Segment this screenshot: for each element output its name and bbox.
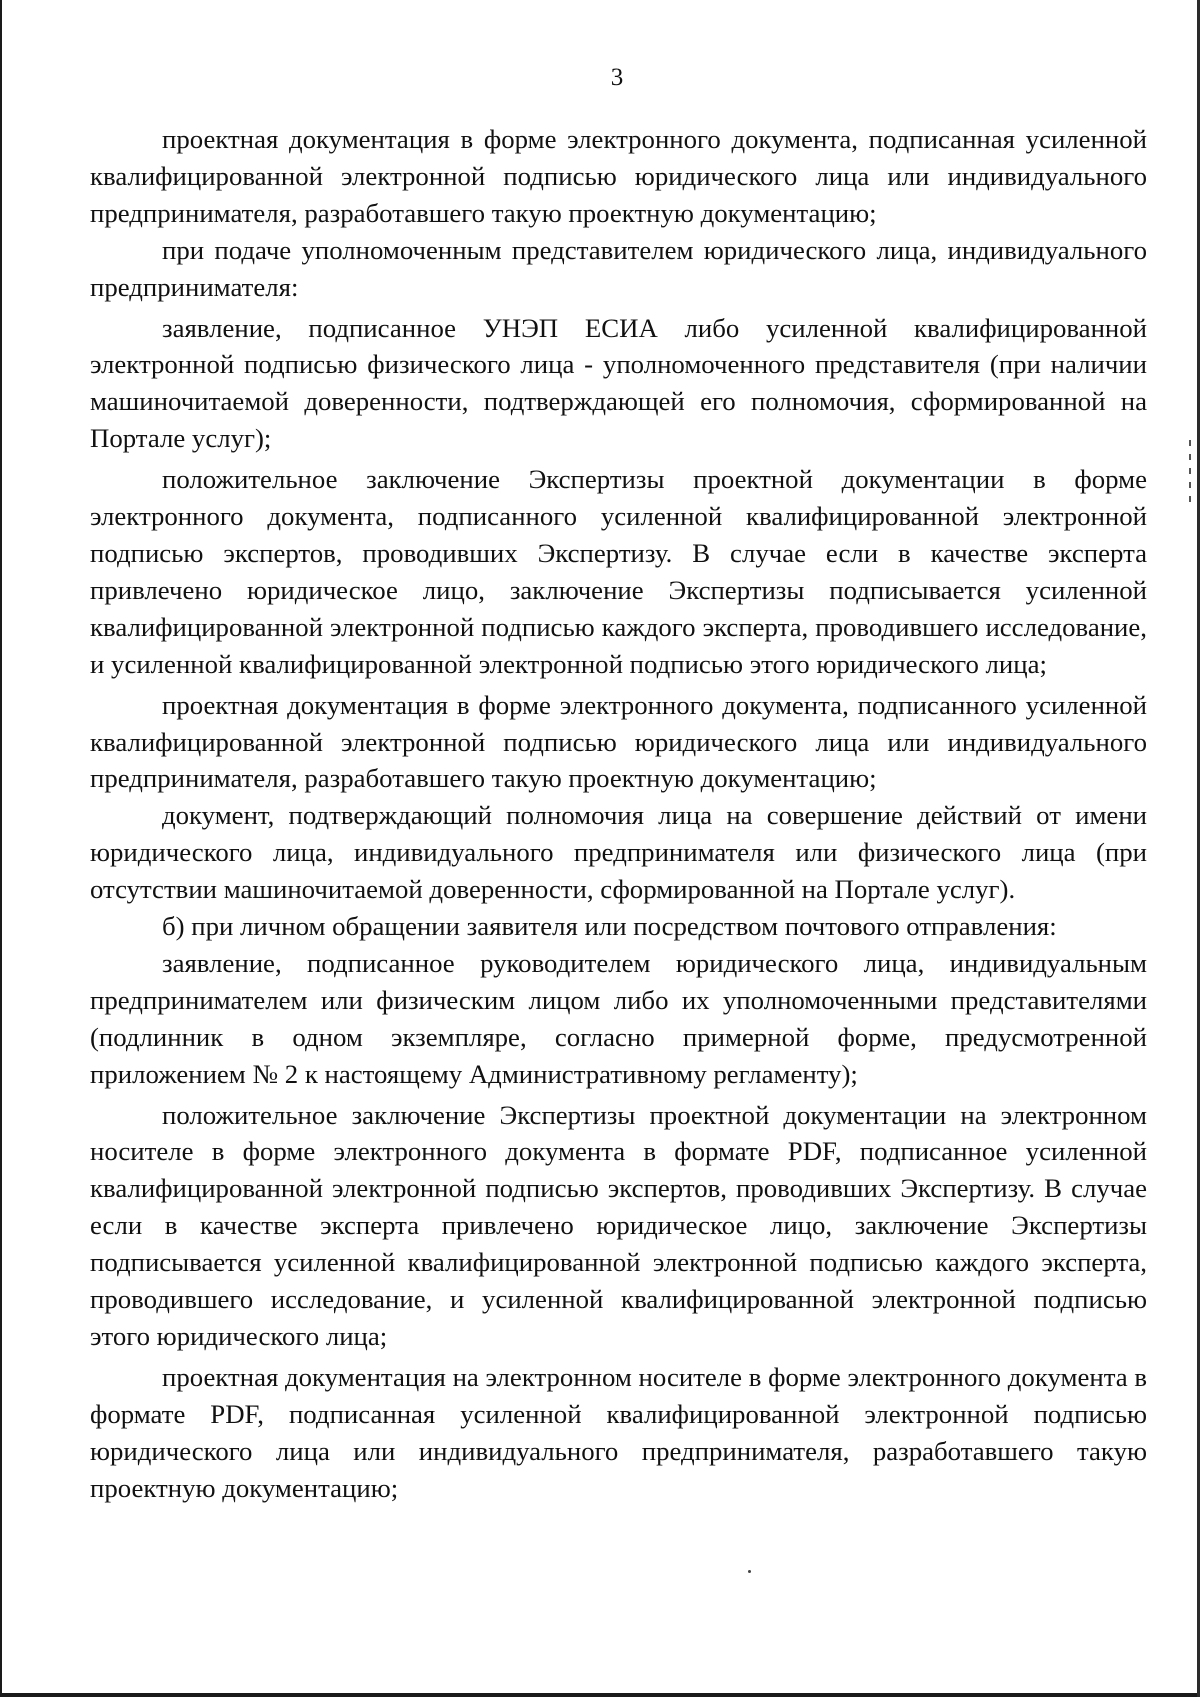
paragraph-authority-document: документ, подтверждающий полномочия лица на совершение действий от имени юридического лица, индивидуального предпринимателя или физического лица (при отсутствии машиночитаемой доверенности, сформированной на Портале услуг). bbox=[90, 800, 1147, 905]
paragraph-expert-conclusion: положительное заключение Экспертизы проектной документации в форме электронного документа, подписанного усиленной квалифицированной электронной подписью экспертов, проводивших Экспертизу. В случае если в качестве эксперта привлечено юридическое лицо, заключение Экспертизы подписывается усиленной квалифицированной электронной подписью каждого эксперта, проводившего исследование, и усиленной квалифицированной электронной подписью этого юридического лица; bbox=[90, 464, 1147, 679]
document-body bbox=[90, 121, 1147, 1507]
paragraph-project-docs-1: проектная документация в форме электронного документа, подписанная усиленной квалифицированной электронной подписью юридического лица или индивидуального предпринимателя, разработавшего такую проектную документацию; bbox=[90, 124, 1147, 228]
page-number: 3 bbox=[610, 64, 624, 91]
paragraph-personal-submission: б) при личном обращении заявителя или посредством почтового отправления: bbox=[162, 911, 1057, 942]
paragraph-representative-submission: при подаче уполномоченным представителем юридического лица, индивидуального предпринимателя: bbox=[90, 234, 1147, 302]
scan-artifact-dot bbox=[748, 1570, 751, 1573]
paragraph-application-signed: заявление, подписанное УНЭП ЕСИА либо усиленной квалифицированной электронной подписью физического лица - уполномоченного представителя (при наличии машиночитаемой доверенности, подтверждающей его полномочия, сформированной на Портале услуг); bbox=[90, 312, 1147, 454]
paragraph-project-docs-pdf: проектная документация на электронном носителе в форме электронного документа в формате PDF, подписанная усиленной квалифицированной электронной подписью юридического лица или индивидуального предпринимателя, разработавшего такую проектную документацию; bbox=[90, 1361, 1147, 1503]
paragraph-application-paper: заявление, подписанное руководителем юридического лица, индивидуальным предпринимателем или физическим лицом либо их уполномоченными представителями (подлинник в одном экземпляре, согласно примерной форме, предусмотренной приложением № 2 к настоящему Административному регламенту); bbox=[90, 947, 1147, 1089]
paragraph-project-docs-2: проектная документация в форме электронного документа, подписанного усиленной квалифицированной электронной подписью юридического лица или индивидуального предпринимателя, разработавшего такую проектную документацию; bbox=[90, 689, 1147, 794]
scan-edge-marks bbox=[1189, 440, 1191, 510]
paragraph-expert-conclusion-pdf: положительное заключение Экспертизы проектной документации на электронном носителе в форме электронного документа в формате PDF, подписанное усиленной квалифицированной электронной подписью экспертов, проводивших Экспертизу. В случае если в качестве эксперта привлечено юридическое лицо, заключение Экспертизы подписывается усиленной квалифицированной электронной подписью каждого эксперта, проводившего исследование, и усиленной квалифицированной электронной подписью этого юридического лица; bbox=[90, 1099, 1147, 1351]
